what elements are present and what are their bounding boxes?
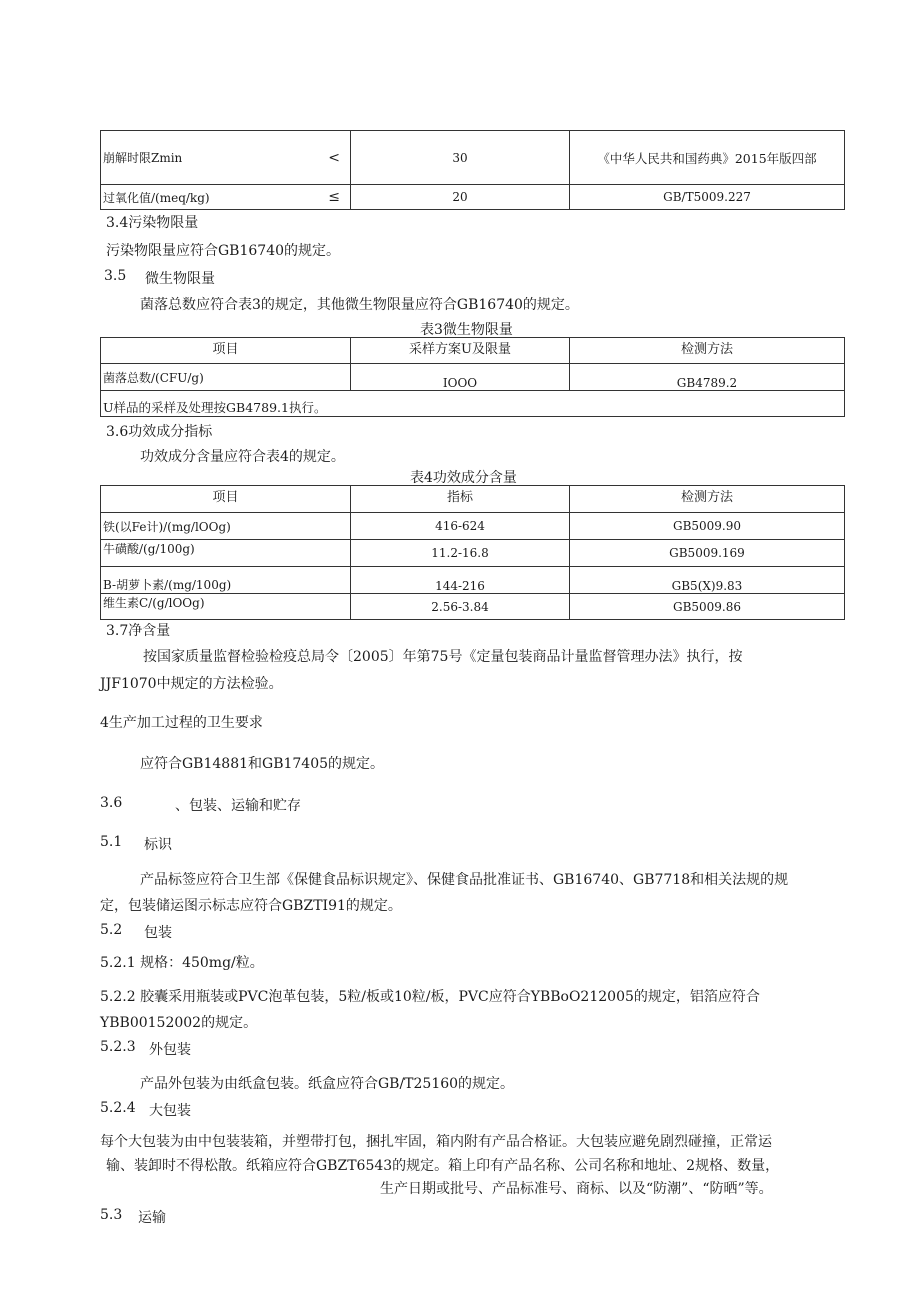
- section-5-title: 、包装、运输和贮存: [175, 798, 301, 814]
- value-cell: 416-624: [351, 513, 570, 540]
- section-3-7-heading: 3.7净含量: [106, 623, 171, 639]
- comparison-symbol: <: [328, 149, 340, 166]
- table-row: [101, 185, 845, 210]
- section-5-2-3-title: 外包装: [149, 1042, 191, 1058]
- section-5-2-2-line-1: 5.2.2 胶囊采用瓶装或PVC泡革包装，5粒/板或10粒/板，PVC应符合YBBoO212005的规定，铝箔应符合: [100, 989, 760, 1005]
- comparison-symbol: ≤: [328, 189, 340, 205]
- item-cell: 过氧化值/(meq/kg): [103, 190, 210, 205]
- table-header-row: [101, 486, 845, 513]
- item-cell: 崩解时限Zmin: [103, 151, 183, 165]
- section-5-2-4-number: 5.2.4: [100, 1100, 136, 1116]
- item-cell: B-胡萝卜素/(mg/100g): [101, 567, 351, 594]
- section-3-7-line-1: 按国家质量监督检验检疫总局令〔2005〕年第75号《定量包装商品计量监督管理办法》执行，按: [143, 649, 743, 665]
- column-header: 采样方案U及限量: [351, 338, 570, 364]
- section-4-body: 应符合GB14881和GB17405的规定。: [140, 756, 385, 772]
- section-3-6-body: 功效成分含量应符合表4的规定。: [140, 449, 345, 465]
- section-3-5-number: 3.5: [104, 268, 127, 284]
- table-4-caption: 表4功效成分含量: [410, 470, 517, 486]
- table-row: [101, 513, 845, 540]
- method-cell: GB5009.86: [570, 594, 845, 620]
- value-cell: 30: [351, 131, 570, 185]
- table-header-row: [101, 338, 845, 364]
- section-5-number: 3.6: [100, 795, 123, 811]
- section-3-4-body: 污染物限量应符合GB16740的规定。: [106, 243, 341, 259]
- section-3-5-body: 菌落总数应符合表3的规定，其他微生物限量应符合GB16740的规定。: [140, 297, 579, 313]
- section-5-1-line-2: 定，包装储运图示标志应符合GBZTI91的规定。: [100, 898, 402, 914]
- item-cell: 牛磺酸/(g/100g): [101, 540, 351, 567]
- column-header: 检测方法: [570, 486, 845, 513]
- table-row: [101, 594, 845, 620]
- section-5-1-title: 标识: [144, 837, 172, 853]
- table-2-continued: [100, 130, 845, 210]
- section-5-2-4-line-3: 生产日期或批号、产品标准号、商标、以及“防潮”、“防晒”等。: [380, 1181, 773, 1197]
- value-cell: 144-216: [351, 567, 570, 594]
- method-cell: GB4789.2: [570, 364, 845, 391]
- column-header: 检测方法: [570, 338, 845, 364]
- section-5-3-title: 运输: [138, 1210, 166, 1226]
- table-3-caption: 表3微生物限量: [420, 322, 513, 338]
- section-3-6-heading: 3.6功效成分指标: [106, 424, 213, 440]
- section-3-4-heading: 3.4污染物限量: [106, 215, 199, 231]
- method-cell: GB/T5009.227: [570, 185, 845, 210]
- column-header: 指标: [351, 486, 570, 513]
- table-row: [101, 540, 845, 567]
- item-cell: 维生素C/(g/lOOg): [101, 594, 351, 620]
- section-3-7-line-2: JJF1070中规定的方法检验。: [100, 676, 283, 692]
- item-cell: 铁(以Fe计)/(mg/lOOg): [101, 513, 351, 540]
- value-cell: IOOO: [351, 364, 570, 391]
- section-5-1-line-1: 产品标签应符合卫生部《保健食品标识规定》、保健食品批准证书、GB16740、GB7718和相关法规的规: [140, 872, 789, 888]
- section-5-2-4-line-2: 输、装卸时不得松散。纸箱应符合GBZT6543的规定。箱上印有产品名称、公司名称和地址、2规格、数量，: [106, 1158, 780, 1174]
- value-cell: 11.2-16.8: [351, 540, 570, 567]
- section-5-2-3-body: 产品外包装为由纸盒包装。纸盒应符合GB/T25160的规定。: [140, 1076, 515, 1092]
- column-header: 项目: [101, 338, 351, 364]
- section-5-2-title: 包装: [144, 925, 172, 941]
- column-header: 项目: [101, 486, 351, 513]
- section-5-2-4-title: 大包装: [149, 1103, 191, 1119]
- table-4: [100, 485, 845, 620]
- table-row: [101, 364, 845, 391]
- section-5-2-2-line-2: YBB00152002的规定。: [100, 1015, 258, 1031]
- method-cell: GB5(X)9.83: [570, 567, 845, 594]
- table-row: [101, 567, 845, 594]
- section-3-5-title: 微生物限量: [145, 271, 215, 287]
- method-cell: 《中华人民共和国药典》2015年版四部: [570, 131, 845, 185]
- section-5-1-number: 5.1: [100, 834, 123, 850]
- value-cell: 20: [351, 185, 570, 210]
- item-cell: 菌落总数/(CFU/g): [101, 364, 351, 391]
- method-cell: GB5009.90: [570, 513, 845, 540]
- value-cell: 2.56-3.84: [351, 594, 570, 620]
- method-cell: GB5009.169: [570, 540, 845, 567]
- section-5-3-number: 5.3: [100, 1207, 123, 1223]
- table-note-row: [101, 391, 845, 417]
- section-5-2-4-line-1: 每个大包装为由中包装装箱，并塑带打包，捆扎牢固，箱内附有产品合格证。大包装应避免剧烈碰撞，正常运: [100, 1134, 772, 1150]
- section-5-2-1: 5.2.1 规格：450mg/粒。: [100, 955, 264, 971]
- section-4-heading: 4生产加工过程的卫生要求: [100, 715, 263, 731]
- section-5-2-number: 5.2: [100, 922, 123, 938]
- table-3: [100, 337, 845, 417]
- section-5-2-3-number: 5.2.3: [100, 1039, 136, 1055]
- table-row: [101, 131, 845, 185]
- table-note: U样品的采样及处理按GB4789.1执行。: [101, 391, 845, 417]
